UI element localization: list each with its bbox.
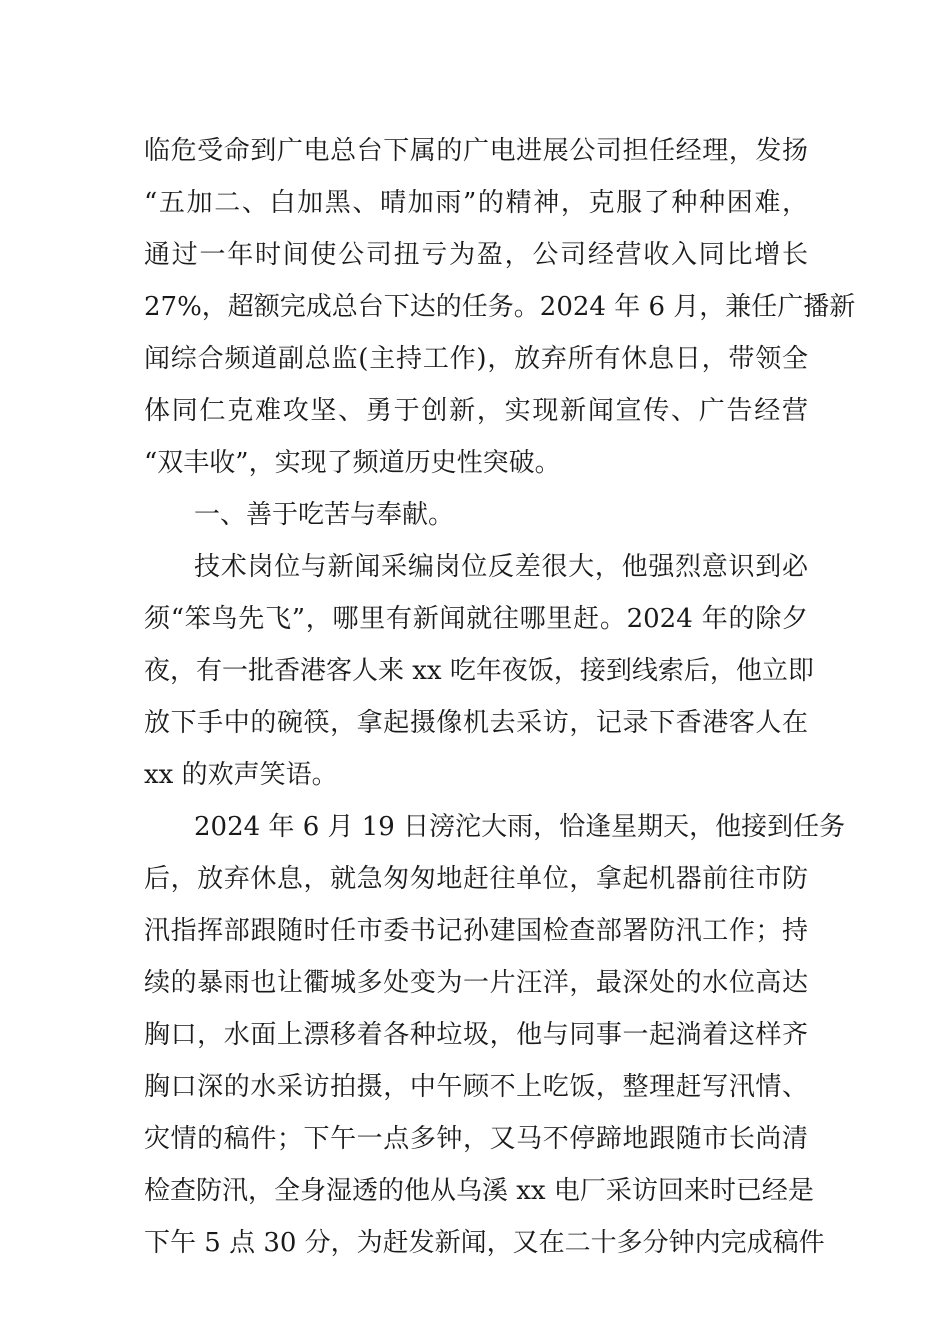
text-line [144,856,808,908]
text-line [144,700,808,752]
line-text: 技术岗位与新闻采编岗位反差很大，他强烈意识到必 [194,552,808,582]
line-text: 27%，超额完成总台下达的任务。2024 年 6 月，兼任广播新 [144,292,856,322]
text-line [144,1168,814,1220]
line-text: 胸口，水面上漂移着各种垃圾，他与同事一起淌着这样齐 [144,1020,808,1050]
line-text: 放下手中的碗筷，拿起摄像机去采访，记录下香港客人在 [144,708,808,738]
line-text: 夜，有一批香港客人来 xx 吃年夜饭，接到线索后，他立即 [144,656,814,686]
line-text: 续的暴雨也让衢城多处变为一片汪洋，最深处的水位高达 [144,968,808,998]
text-line [144,804,846,856]
line-text: 临危受命到广电总台下属的广电进展公司担任经理，发扬 [144,136,808,166]
line-text: xx 的欢声笑语。 [144,760,338,790]
line-text: 后，放弃休息，就急匆匆地赶往单位，拿起机器前往市防 [144,864,808,894]
text-line [144,232,808,284]
text-line [144,648,814,700]
line-text: 胸口深的水采访拍摄，中午顾不上吃饭，整理赶写汛情、 [144,1072,808,1102]
text-line [144,440,808,492]
line-text: 汛指挥部跟随时任市委书记孙建国检查部署防汛工作；持 [144,916,808,946]
text-line [144,180,808,232]
text-line [144,752,808,804]
line-text: 闻综合频道副总监(主持工作)，放弃所有休息日，带领全 [144,344,808,374]
heading-text: 一、善于吃苦与奉献。 [194,500,455,530]
text-line [144,128,808,180]
text-line [144,388,808,440]
line-text: 2024 年 6 月 19 日滂沱大雨，恰逢星期天，他接到任务 [194,812,846,842]
text-line [144,596,808,648]
line-text: 灾情的稿件；下午一点多钟，又马不停蹄地跟随市长尚清 [144,1124,808,1154]
text-line [144,960,808,1012]
document-body [144,128,856,1272]
line-text: “五加二、白加黑、晴加雨”的精神，克服了种种困难， [144,188,808,218]
text-line [144,1116,808,1168]
text-line [144,1064,808,1116]
section-heading [144,492,808,544]
text-line [144,284,856,336]
line-text: 下午 5 点 30 分，为赶发新闻，又在二十多分钟内完成稿件 [144,1228,825,1258]
text-line [144,1012,808,1064]
line-text: 检查防汛，全身湿透的他从乌溪 xx 电厂采访回来时已经是 [144,1176,814,1206]
text-line [144,908,808,960]
line-text: “双丰收”，实现了频道历史性突破。 [144,448,561,478]
text-line [144,544,808,596]
text-line [144,336,808,388]
line-text: 体同仁克难攻坚、勇于创新，实现新闻宣传、广告经营 [144,396,808,426]
line-text: 通过一年时间使公司扭亏为盈，公司经营收入同比增长 [144,240,808,270]
line-text: 须“笨鸟先飞”，哪里有新闻就往哪里赶。2024 年的除夕 [144,604,808,634]
text-line [144,1220,825,1272]
